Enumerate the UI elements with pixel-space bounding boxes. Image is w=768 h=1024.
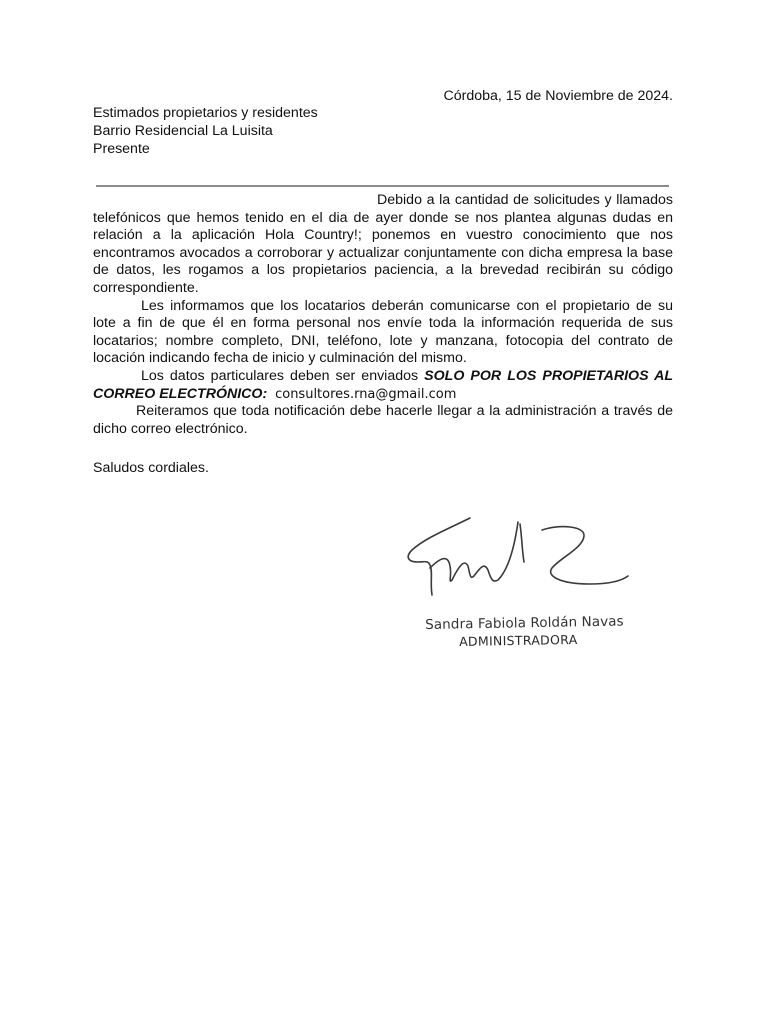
paragraph-3-intro: Los datos particulares deben ser enviados bbox=[141, 367, 425, 384]
paragraph-1: Debido a la cantidad de solicitudes y llamados telefónicos que hemos tenido en el dia de ayer donde se nos plantea algunas dudas en relación a la aplicación Hola Country!; ponemos en vuestro conocimiento que nos encontramos avocados a corroborar y actualizar conjuntamente con dicha empresa la base de datos, les rogamos a los propietarios paciencia, a la brevedad recibirán su código correspondiente. bbox=[93, 192, 673, 296]
recipient-line-1: Estimados propietarios y residentes bbox=[93, 105, 318, 121]
recipient-block bbox=[93, 104, 318, 158]
paragraph-3 bbox=[93, 368, 673, 403]
recipient-line-3: Presente bbox=[93, 141, 150, 157]
closing-greeting: Saludos cordiales. bbox=[93, 460, 209, 476]
handwritten-signature bbox=[400, 510, 640, 600]
letter-date: Córdoba, 15 de Noviembre de 2024. bbox=[443, 88, 673, 104]
signer-role: ADMINISTRADORA bbox=[459, 631, 578, 649]
letter-body bbox=[93, 192, 673, 438]
signer-name: Sandra Fabiola Roldán Navas bbox=[425, 613, 624, 633]
recipient-line-2: Barrio Residencial La Luisita bbox=[93, 123, 273, 139]
paragraph-4: Reiteramos que toda notificación debe hacerle llegar a la administración a través de dicho correo electrónico. bbox=[93, 403, 673, 437]
contact-email: consultores.rna@gmail.com bbox=[275, 386, 457, 402]
paragraph-2: Les informamos que los locatarios deberán comunicarse con el propietario de su lote a fin de que él en forma personal nos envíe toda la información requerida de sus locatarios; nombre completo, DNI, teléfono, lote y manzana, fotocopia del contrato de locación indicando fecha de inicio y culminación del mismo. bbox=[93, 297, 673, 367]
paragraph-3-emphasis: SOLO POR LOS PROPIETARIOS AL CORREO ELECTRÓNICO: bbox=[93, 367, 673, 402]
divider-line bbox=[96, 185, 669, 187]
